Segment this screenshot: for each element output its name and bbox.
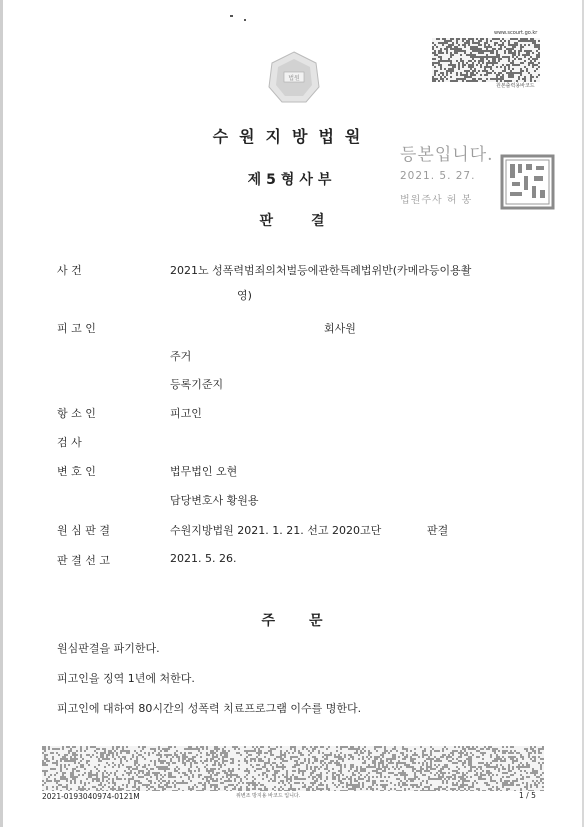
- court-seal-icon: [500, 154, 555, 210]
- division-name: 제5형사부: [247, 172, 337, 188]
- prosecutor-label: 검 사: [57, 436, 82, 449]
- document-title: 판결: [259, 213, 363, 229]
- sentencing-date-label: 판 결 선 고: [57, 554, 110, 567]
- order-line: 원심판결을 파기한다.: [57, 642, 160, 655]
- case-number-and-title: 2021노 성폭력범죄의처벌등에관한특례법위반(카메라등이용촬: [170, 264, 472, 277]
- verification-qr-code: [432, 38, 540, 82]
- scan-speck: [244, 19, 246, 21]
- case-label: 사 건: [57, 264, 82, 277]
- attorney-in-charge: 담당변호사 황원용: [170, 494, 259, 507]
- appellant-label: 항 소 인: [57, 407, 96, 420]
- svg-text:법원: 법원: [288, 75, 300, 82]
- appellant-value: 피고인: [170, 407, 202, 420]
- case-title-continued: 영): [237, 289, 252, 302]
- certification-clerk: 법원주사 허 봉: [400, 195, 473, 206]
- original-judgment-value: 수원지방법원 2021. 1. 21. 선고 2020고단: [170, 524, 382, 537]
- order-heading: 주문: [261, 613, 357, 629]
- anti-forgery-watermark: [42, 746, 544, 791]
- court-name: 수원지방법원: [212, 127, 372, 146]
- defendant-registry-label: 등록기준지: [170, 378, 224, 391]
- defendant-occupation: 회사원: [324, 322, 356, 335]
- page-number: 1 / 5: [519, 791, 536, 800]
- order-line: 피고인에 대하여 80시간의 성폭력 치료프로그램 이수를 명한다.: [57, 702, 362, 715]
- certification-date: 2021. 5. 27.: [400, 170, 476, 182]
- law-firm: 법무법인 오현: [170, 465, 238, 478]
- original-judgment-suffix: 판결: [427, 524, 449, 537]
- defendant-address-label: 주거: [170, 350, 192, 363]
- certified-copy-stamp: 등본입니다.: [400, 145, 494, 165]
- defendant-label: 피 고 인: [57, 322, 96, 335]
- court-emblem-icon: [266, 49, 322, 105]
- attorney-label: 변 호 인: [57, 465, 96, 478]
- order-line: 피고인을 징역 1년에 처한다.: [57, 672, 195, 685]
- qr-url: www.scourt.go.kr: [494, 30, 538, 36]
- original-judgment-label: 원 심 판 결: [57, 524, 110, 537]
- watermark-note: 위변조 방지용 바코드 입니다.: [236, 793, 301, 799]
- sentencing-date: 2021. 5. 26.: [170, 552, 237, 565]
- document-id: 2021-0193040974-0121M: [42, 792, 140, 801]
- qr-label: 원본출력용바코드: [496, 83, 535, 89]
- scan-speck: [230, 15, 233, 17]
